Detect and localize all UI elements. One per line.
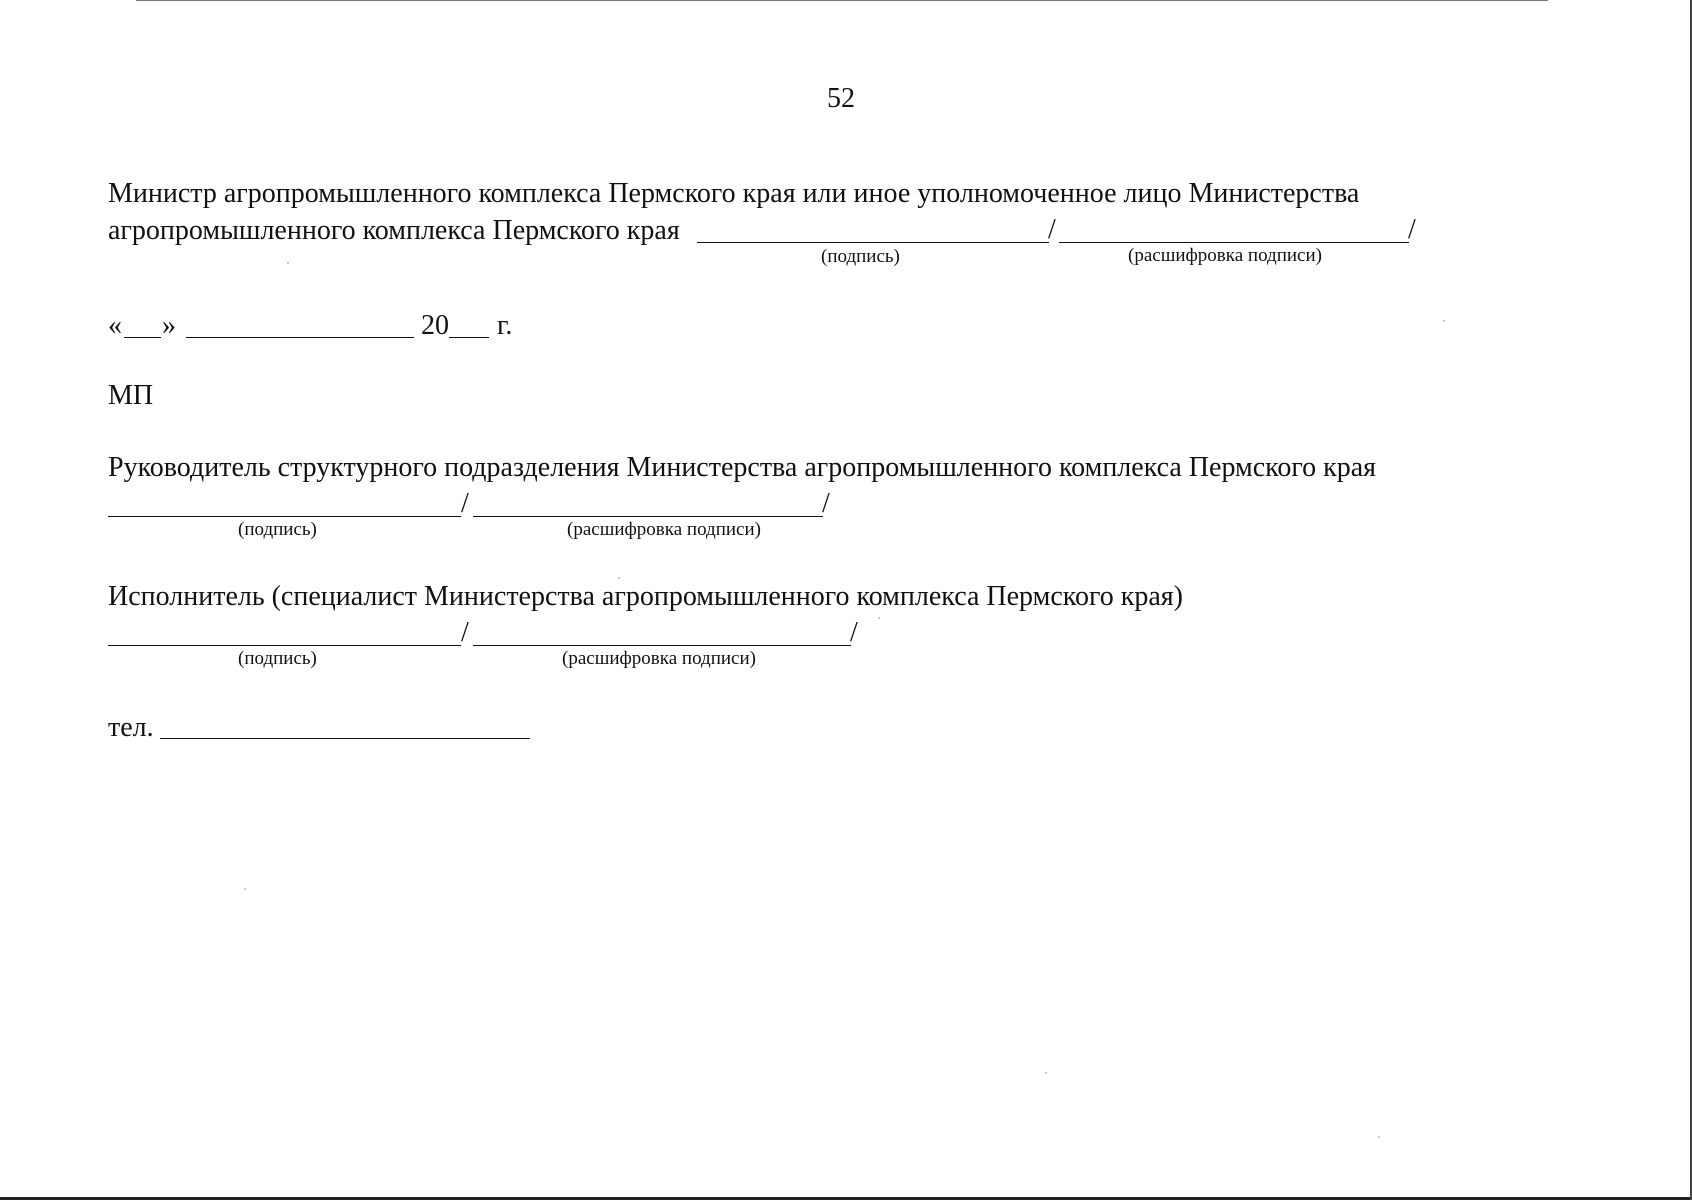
date-quote-open: « [108,310,122,341]
minister-decoding-line [1059,242,1409,243]
date-year-suffix: г. [497,310,513,341]
scan-speck [1045,1072,1047,1074]
executor-slash-1: / [461,617,469,648]
head-signature-line [108,516,461,517]
date-month-line [186,337,414,338]
head-slash-2: / [822,488,830,519]
seal-mark: МП [108,380,154,411]
date-day-line [124,337,161,338]
scan-speck [287,262,289,264]
head-decoding-caption: (расшифровка подписи) [567,519,761,540]
minister-slash-1: / [1048,214,1056,245]
head-title: Руководитель структурного подразделения Министерства агропромышленного комплекса Пермского края [108,452,1377,483]
head-signature-caption: (подпись) [238,519,317,540]
head-slash-1: / [461,488,469,519]
scan-speck [1378,1136,1380,1138]
executor-signature-caption: (подпись) [238,648,317,669]
scan-speck [1443,320,1445,322]
minister-title-line2: агропромышленного комплекса Пермского края [108,215,680,246]
head-decoding-line [473,516,823,517]
executor-signature-line [108,645,461,646]
date-quote-close: » [162,310,176,341]
scan-speck [244,888,246,890]
page-number: 52 [827,83,855,114]
executor-slash-2: / [850,617,858,648]
scan-speck [878,617,880,619]
minister-title-line1: Министр агропромышленного комплекса Пермского края или иное уполномоченное лицо Министерства [108,178,1360,209]
scan-speck [618,577,620,579]
executor-decoding-line [473,645,851,646]
date-year-line [449,337,489,338]
scan-edge-top [136,0,1548,1]
executor-title: Исполнитель (специалист Министерства агропромышленного комплекса Пермского края) [108,581,1183,612]
minister-decoding-caption: (расшифровка подписи) [1128,245,1322,266]
minister-signature-line [697,242,1049,243]
executor-decoding-caption: (расшифровка подписи) [562,648,756,669]
minister-slash-2: / [1408,214,1416,245]
minister-signature-caption: (подпись) [821,246,900,267]
phone-label: тел. [108,712,154,743]
date-year-prefix: 20 [421,310,449,341]
phone-line [160,738,530,739]
